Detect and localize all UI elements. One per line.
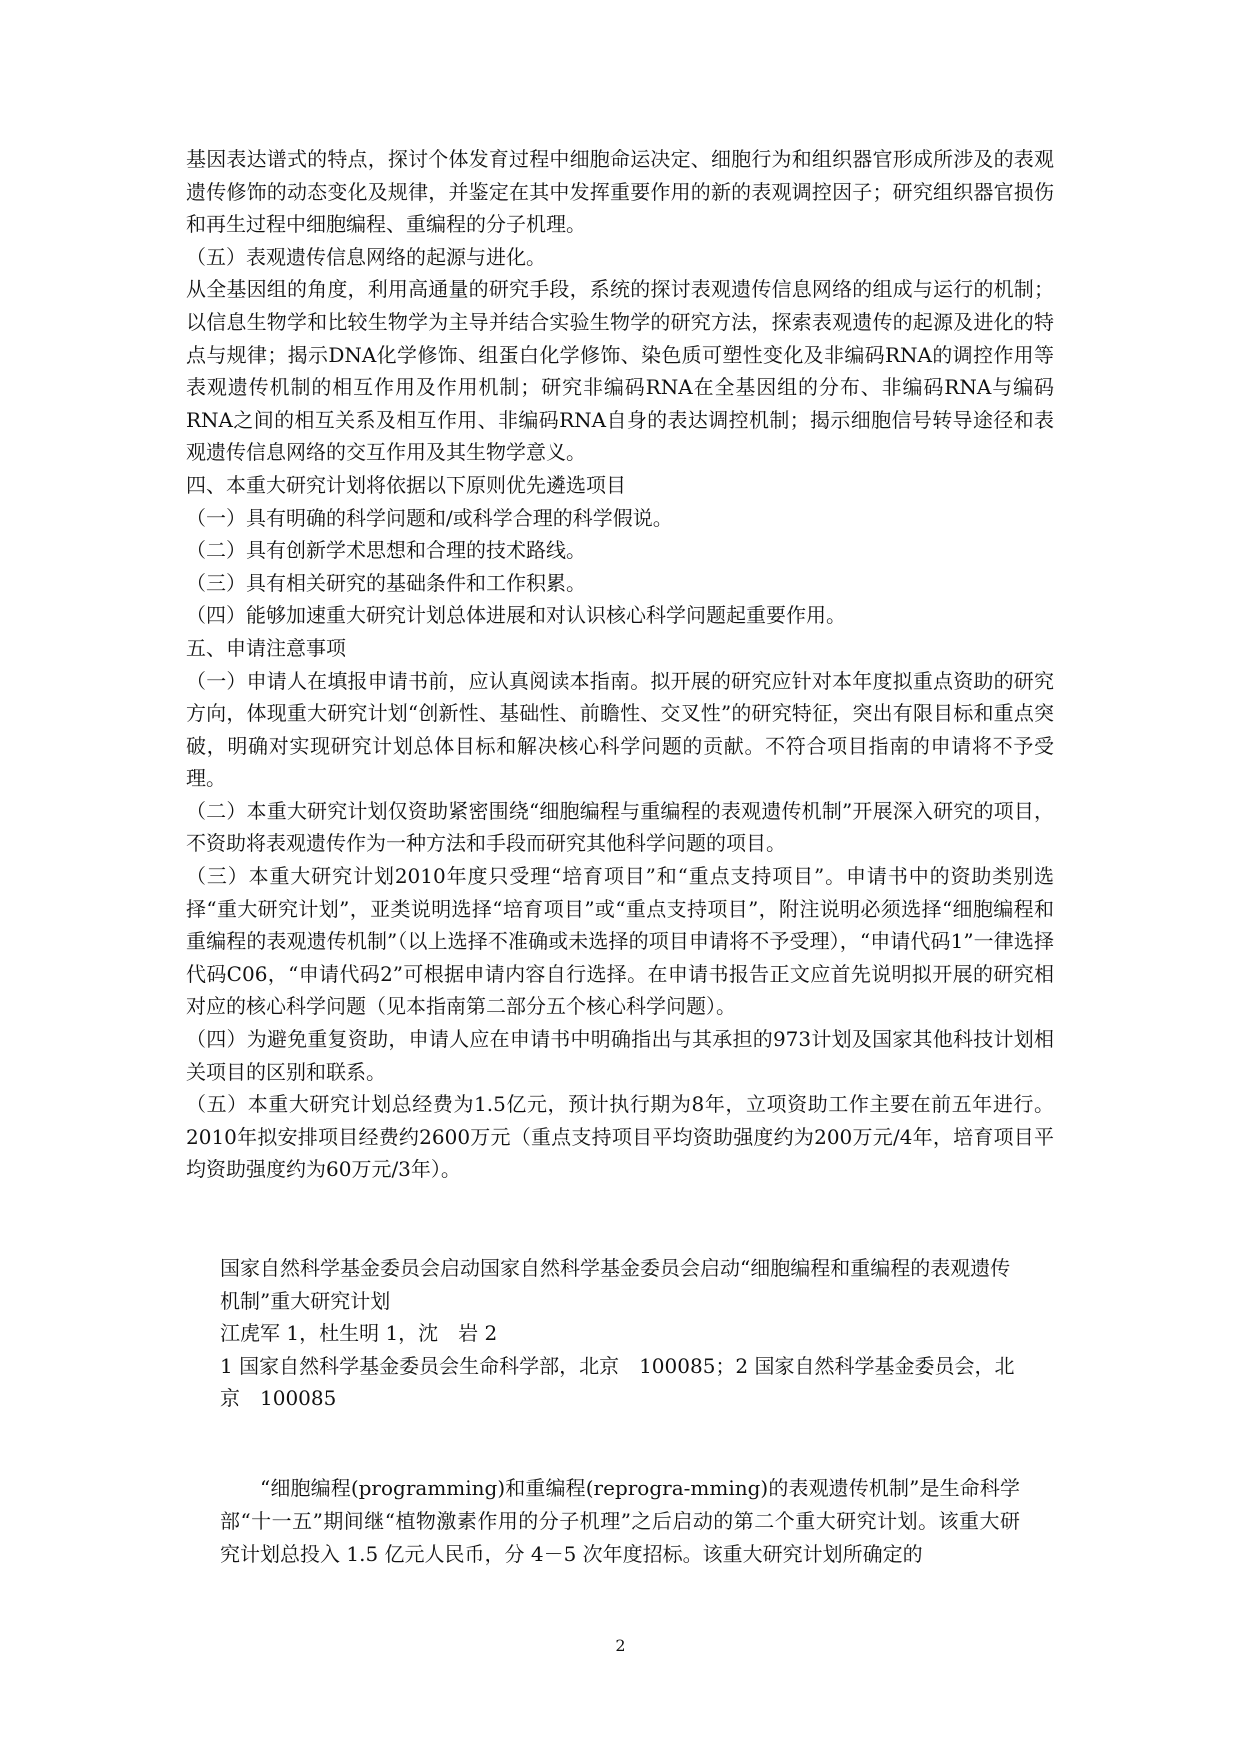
note-item-4: （四）为避免重复资助，申请人应在申请书中明确指出与其承担的973计划及国家其他科技计划相关项目的区别和联系。: [186, 1027, 1054, 1084]
article-header: [220, 1252, 1020, 1415]
article-title: 国家自然科学基金委员会启动国家自然科学基金委员会启动“细胞编程和重编程的表观遗传机制”重大研究计划: [220, 1256, 1011, 1313]
paragraph-research-direction-continued: 基因表达谱式的特点，探讨个体发育过程中细胞命运决定、细胞行为和组织器官形成所涉及的表观遗传修饰的动态变化及规律，并鉴定在其中发挥重要作用的新的表观调控因子；研究组织器官损伤和再生过程中细胞编程、重编程的分子机理。: [186, 147, 1054, 237]
section-heading-application-notes: 五、申请注意事项: [186, 635, 346, 660]
note-item-5: （五）本重大研究计划总经费为1.5亿元，预计执行期为8年，立项资助工作主要在前五年进行。2010年拟安排项目经费约2600万元（重点支持项目平均资助强度约为200万元/4年，培育项目平均资助强度约为60万元/3年）。: [186, 1092, 1054, 1182]
principle-item-1: （一）具有明确的科学问题和/或科学合理的科学假说。: [186, 505, 673, 530]
guideline-text: [186, 143, 1054, 1186]
principle-item-3: （三）具有相关研究的基础条件和工作积累。: [186, 570, 586, 595]
paragraph-origin-evolution: 从全基因组的角度，利用高通量的研究手段，系统的探讨表观遗传信息网络的组成与运行的机制；以信息生物学和比较生物学为主导并结合实验生物学的研究方法，探索表观遗传的起源及进化的特点与规律；揭示DNA化学修饰、组蛋白化学修饰、染色质可塑性变化及非编码RNA的调控作用等表观遗传机制的相互作用及作用机制；研究非编码RNA在全基因组的分布、非编码RNA与编码RNA之间的相互关系及相互作用、非编码RNA自身的表达调控机制；揭示细胞信号转导途径和表观遗传信息网络的交互作用及其生物学意义。: [186, 277, 1054, 465]
page-number: 2: [615, 1636, 626, 1655]
section-heading-selection-principles: 四、本重大研究计划将依据以下原则优先遴选项目: [186, 472, 626, 497]
note-item-2: （二）本重大研究计划仅资助紧密围绕“细胞编程与重编程的表观遗传机制”开展深入研究的项目，不资助将表观遗传作为一种方法和手段而研究其他科学问题的项目。: [186, 798, 1054, 856]
principle-item-4: （四）能够加速重大研究计划总体进展和对认识核心科学问题起重要作用。: [186, 603, 846, 628]
note-item-3: （三）本重大研究计划2010年度只受理“培育项目”和“重点支持项目”。申请书中的资助类别选择“重大研究计划”，亚类说明选择“培育项目”或“重点支持项目”，附注说明必须选择“细胞编程和重编程的表观遗传机制”（以上选择不准确或未选择的项目申请将不予受理），“申请代码1”一律选择代码C06，“申请代码2”可根据申请内容自行选择。在申请书报告正文应首先说明拟开展的研究相对应的核心科学问题（见本指南第二部分五个核心科学问题）。: [186, 864, 1054, 1019]
article-body: “细胞编程(programming)和重编程(reprogra-mming)的表观遗传机制”是生命科学部“十一五”期间继“植物激素作用的分子机理”之后启动的第二个重大研究计划。该重大研究计划总投入 1.5 亿元人民币，分 4－5 次年度招标。该重大研究计划所确定的: [220, 1476, 1020, 1566]
note-item-1: （一）申请人在填报申请书前，应认真阅读本指南。拟开展的研究应针对本年度拟重点资助的研究方向，体现重大研究计划“创新性、基础性、前瞻性、交叉性”的研究特征，突出有限目标和重点突破，明确对实现研究计划总体目标和解决核心科学问题的贡献。不符合项目指南的申请将不予受理。: [186, 668, 1054, 791]
principle-item-2: （二）具有创新学术思想和合理的技术路线。: [186, 538, 586, 563]
article-authors: 江虎军 1，杜生明 1，沈 岩 2: [220, 1321, 498, 1346]
article-affiliations: 1 国家自然科学基金委员会生命科学部，北京 100085；2 国家自然科学基金委员会，北京 100085: [220, 1353, 1015, 1411]
heading-origin-evolution: （五）表观遗传信息网络的起源与进化。: [186, 244, 546, 269]
